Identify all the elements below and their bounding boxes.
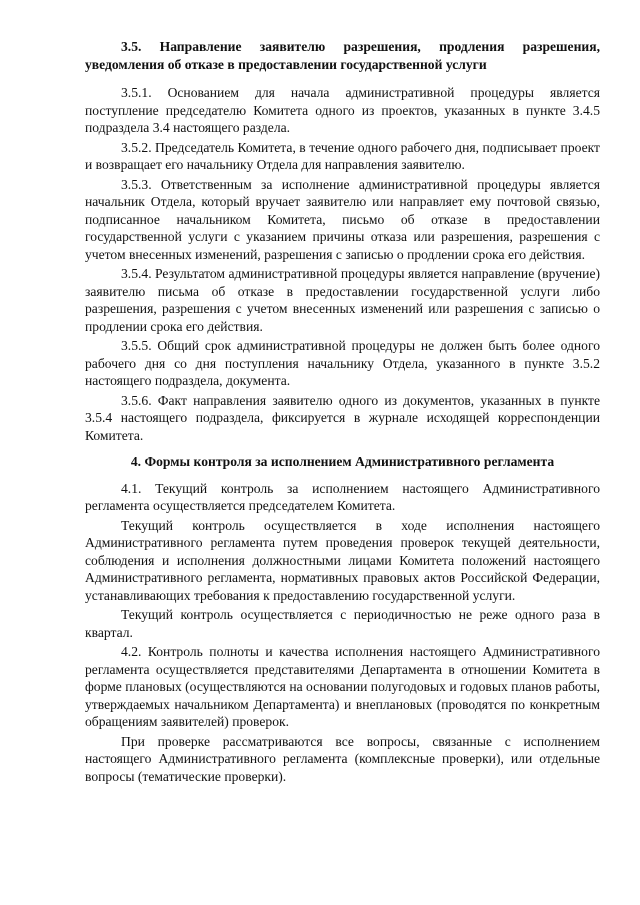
paragraph-4-1-current-control: Текущий контроль осуществляется в ходе исполнения настоящего Административного регламента путем проведения проверок текущей деятельности, соблюдения и исполнения должностными лицами Комитета положений настоящего Административного регламента, нормативных правовых актов Российской Федерации, устанавливающих требования к предоставлению государственной услуги. xyxy=(85,517,600,603)
section-4-heading: 4. Формы контроля за исполнением Административного регламента xyxy=(130,454,555,469)
section-3-5-heading: 3.5. Направление заявителю разрешения, продления разрешения, уведомления об отказе в предоставлении государственной услуги xyxy=(85,39,600,72)
paragraph-3-5-5: 3.5.5. Общий срок административной процедуры не должен быть более одного рабочего дня со дня поступления начальнику Отдела, указанного в пункте 3.5.2 настоящего подраздела, документа. xyxy=(85,338,600,388)
paragraph-4-1: 4.1. Текущий контроль за исполнением настоящего Административного регламента осуществляется председателем Комитета. xyxy=(85,480,600,513)
paragraph-3-5-1: 3.5.1. Основанием для начала административной процедуры является поступление председателю Комитета одного из проектов, указанных в пункте 3.4.5 подраздела 3.4 настоящего раздела. xyxy=(85,85,600,135)
paragraph-3-5-2: 3.5.2. Председатель Комитета, в течение одного рабочего дня, подписывает проект и возвращает его начальнику Отдела для направления заявителю. xyxy=(85,139,600,172)
paragraph-3-5-4: 3.5.4. Результатом административной процедуры является направление (вручение) заявителю письма об отказе в предоставлении государственной услуги либо разрешения, разрешения с учетом внесенных изменений или разрешения с записью о продлении срока его действия. xyxy=(85,266,600,334)
paragraph-4-2-inspection-scope: При проверке рассматриваются все вопросы, связанные с исполнением настоящего Административного регламента (комплексные проверки), или отдельные вопросы (тематические проверки). xyxy=(85,733,600,784)
paragraph-4-2: 4.2. Контроль полноты и качества исполнения настоящего Административного регламента осуществляется представителями Департамента в отношении Комитета в форме плановых (осуществляются на основании полугодовых и годовых планов работы, утверждаемых начальником Департамента) и внеплановых (проводятся по конкретным обращениям заявителей) проверок. xyxy=(85,644,600,729)
paragraph-4-1-frequency: Текущий контроль осуществляется с периодичностью не реже одного раза в квартал. xyxy=(85,607,600,640)
paragraph-3-5-3: 3.5.3. Ответственным за исполнение административной процедуры является начальник Отдела, который вручает заявителю или направляет ему почтовой связью, подписанное начальником Комитета, письмо об отказе в предоставлении государственной услуги с указанием причины отказа или разрешения, разрешения с учетом внесенных изменений, разрешения с записью о продлении срока его действия. xyxy=(85,176,600,262)
document-page xyxy=(85,38,600,787)
paragraph-3-5-6: 3.5.6. Факт направления заявителю одного из документов, указанных в пункте 3.5.4 настоящего подраздела, фиксируется в журнале исходящей корреспонденции Комитета. xyxy=(85,392,600,443)
